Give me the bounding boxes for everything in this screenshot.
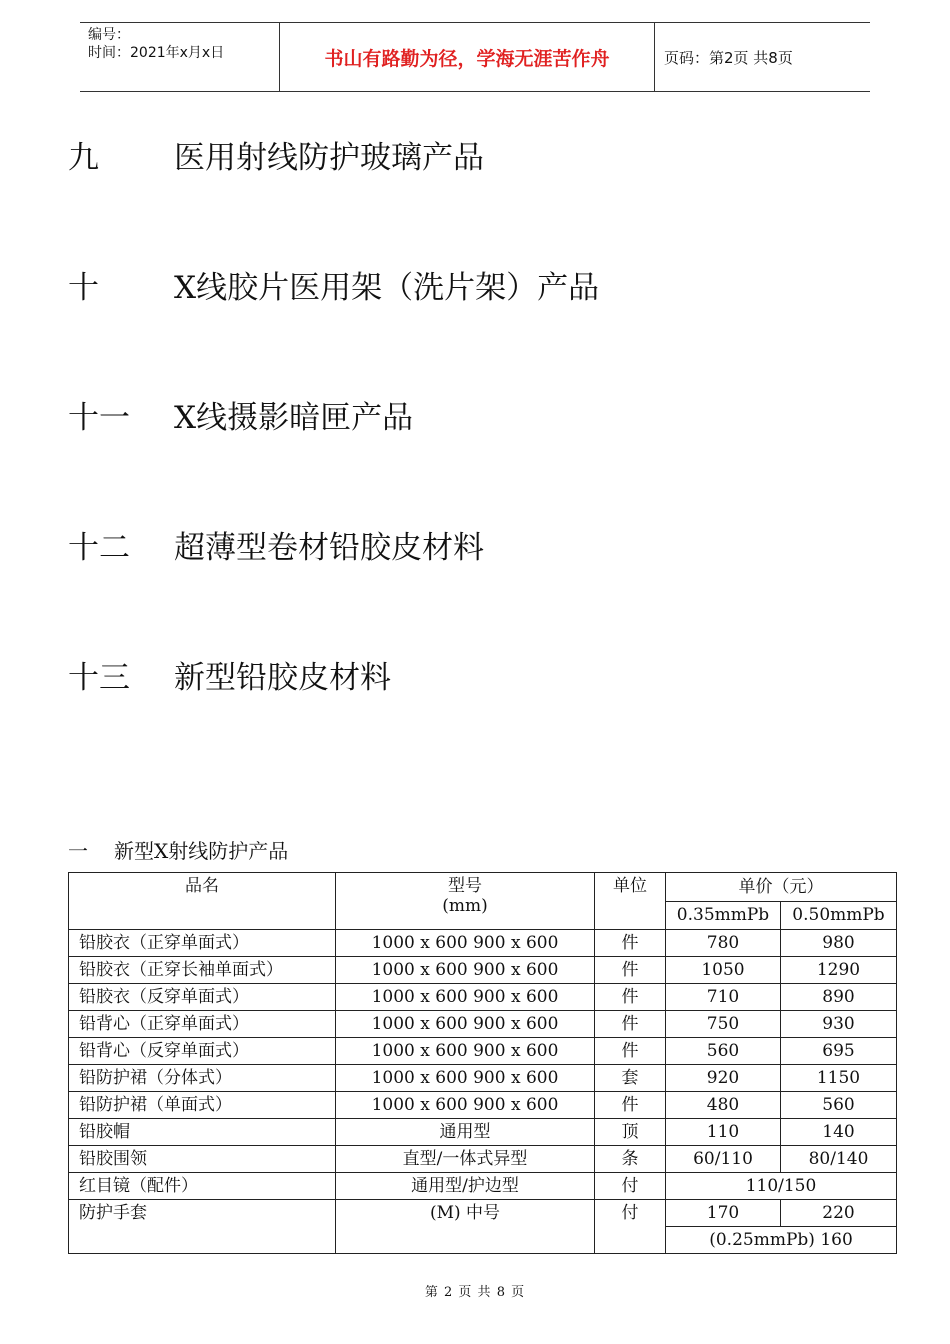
- table-row: [69, 1200, 897, 1227]
- cell-model: 1000 x 600 900 x 600: [336, 1011, 595, 1038]
- section-title: 超薄型卷材铅胶皮材料: [174, 530, 484, 566]
- cell-price-extra: (0.25mmPb) 160: [666, 1227, 897, 1254]
- page-header: [80, 22, 870, 92]
- header-motto: 书山有路勤为径，学海无涯苦作舟: [280, 23, 655, 91]
- cell-price-050: 890: [781, 984, 897, 1011]
- cell-price-035: 480: [666, 1092, 781, 1119]
- table-row: [69, 1038, 897, 1065]
- cell-name: 防护手套: [69, 1200, 336, 1254]
- cell-unit: 套: [595, 1065, 666, 1092]
- cell-unit: 件: [595, 930, 666, 957]
- cell-name: 铅背心（反穿单面式）: [69, 1038, 336, 1065]
- table-row: [69, 1146, 897, 1173]
- section-heading: [68, 652, 391, 697]
- header-unit: 单位: [595, 873, 666, 930]
- cell-model: 通用型/护边型: [336, 1173, 595, 1200]
- table-row: [69, 1011, 897, 1038]
- table-row: [69, 930, 897, 957]
- header-meta: [80, 23, 280, 91]
- cell-name: 铅胶围领: [69, 1146, 336, 1173]
- cell-unit: 付: [595, 1200, 666, 1254]
- cell-name: 铅防护裙（分体式）: [69, 1065, 336, 1092]
- cell-name: 铅胶衣（反穿单面式）: [69, 984, 336, 1011]
- cell-model: 1000 x 600 900 x 600: [336, 984, 595, 1011]
- header-page-info: 页码：第2页 共8页: [664, 48, 793, 67]
- cell-model: 通用型: [336, 1119, 595, 1146]
- table-row: [69, 1119, 897, 1146]
- section-heading: [68, 262, 599, 307]
- section-number: 十二: [68, 530, 130, 566]
- cell-name: 铅胶衣（正穿单面式）: [69, 930, 336, 957]
- section-number: 九: [68, 140, 99, 176]
- table-title-text: 新型X射线防护产品: [114, 839, 289, 863]
- cell-price-035: 110: [666, 1119, 781, 1146]
- section-number: 十一: [68, 400, 130, 436]
- cell-price-050: 1290: [781, 957, 897, 984]
- table-row: [69, 957, 897, 984]
- cell-price-050: 220: [781, 1200, 897, 1227]
- cell-price-050: 980: [781, 930, 897, 957]
- cell-price-035: 170: [666, 1200, 781, 1227]
- cell-price-050: 80/140: [781, 1146, 897, 1173]
- cell-price-035: 560: [666, 1038, 781, 1065]
- table-row: [69, 1092, 897, 1119]
- cell-unit: 件: [595, 957, 666, 984]
- cell-model: (M) 中号: [336, 1200, 595, 1254]
- cell-name: 铅防护裙（单面式）: [69, 1092, 336, 1119]
- cell-price-035: 920: [666, 1065, 781, 1092]
- section-title: X线摄影暗匣产品: [174, 400, 414, 436]
- section-title: 医用射线防护玻璃产品: [174, 140, 484, 176]
- header-price: 单价（元）: [666, 873, 897, 902]
- cell-price-050: 930: [781, 1011, 897, 1038]
- section-number: 十: [68, 270, 99, 306]
- cell-model: 1000 x 600 900 x 600: [336, 1092, 595, 1119]
- cell-model: 1000 x 600 900 x 600: [336, 1065, 595, 1092]
- table-title-number: 一: [68, 839, 88, 863]
- table-title: [68, 835, 288, 864]
- header-model-unit: (mm): [442, 896, 488, 916]
- cell-price-035: 750: [666, 1011, 781, 1038]
- table-row: [69, 984, 897, 1011]
- cell-name: 红目镜（配件）: [69, 1173, 336, 1200]
- cell-model: 1000 x 600 900 x 600: [336, 1038, 595, 1065]
- section-heading: [68, 132, 484, 177]
- header-price-035: 0.35mmPb: [666, 901, 781, 930]
- cell-unit: 付: [595, 1173, 666, 1200]
- cell-unit: 条: [595, 1146, 666, 1173]
- cell-unit: 件: [595, 1038, 666, 1065]
- cell-price-035: 710: [666, 984, 781, 1011]
- cell-price-035: 1050: [666, 957, 781, 984]
- cell-price-050: 695: [781, 1038, 897, 1065]
- number-label: 编号：: [88, 27, 130, 43]
- cell-price-035: 60/110: [666, 1146, 781, 1173]
- section-number: 十三: [68, 660, 130, 696]
- header-row: [69, 873, 897, 902]
- cell-model: 直型/一体式异型: [336, 1146, 595, 1173]
- cell-name: 铅胶帽: [69, 1119, 336, 1146]
- cell-price-050: 140: [781, 1119, 897, 1146]
- section-heading: [68, 392, 413, 437]
- price-table: [68, 872, 897, 1254]
- cell-name: 铅胶衣（正穿长袖单面式）: [69, 957, 336, 984]
- page-footer: 第 2 页 共 8 页: [424, 1285, 526, 1300]
- cell-unit: 件: [595, 1092, 666, 1119]
- section-heading: [68, 522, 484, 567]
- cell-price-merged: 110/150: [666, 1173, 897, 1200]
- section-title: 新型铅胶皮材料: [174, 660, 391, 696]
- header-name: 品名: [69, 873, 336, 930]
- header-price-050: 0.50mmPb: [781, 901, 897, 930]
- header-model: [336, 873, 595, 930]
- table-row: [69, 1065, 897, 1092]
- cell-price-035: 780: [666, 930, 781, 957]
- cell-unit: 件: [595, 1011, 666, 1038]
- cell-unit: 顶: [595, 1119, 666, 1146]
- header-model-label: 型号: [448, 876, 482, 896]
- section-title: X线胶片医用架（洗片架）产品: [174, 270, 600, 306]
- cell-price-050: 560: [781, 1092, 897, 1119]
- cell-name: 铅背心（正穿单面式）: [69, 1011, 336, 1038]
- cell-model: 1000 x 600 900 x 600: [336, 957, 595, 984]
- time-label: 时间：2021年x月x日: [88, 45, 225, 61]
- table-row: [69, 1173, 897, 1200]
- cell-price-050: 1150: [781, 1065, 897, 1092]
- cell-model: 1000 x 600 900 x 600: [336, 930, 595, 957]
- cell-unit: 件: [595, 984, 666, 1011]
